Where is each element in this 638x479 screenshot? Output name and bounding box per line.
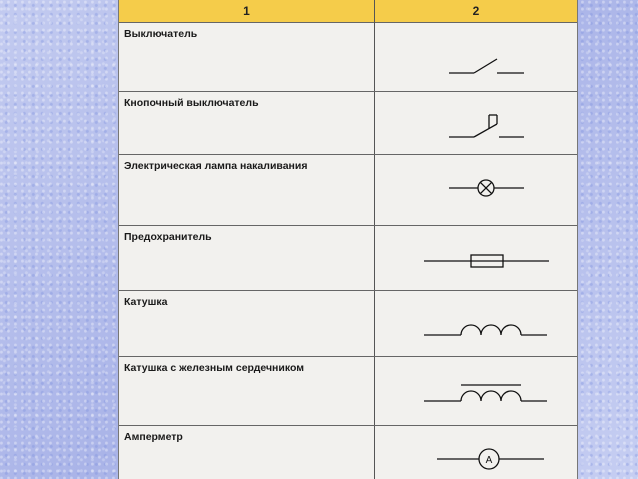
table-header: [119, 0, 577, 23]
push-button-switch-symbol-icon: [419, 112, 554, 142]
row-label: Кнопочный выключатель: [124, 97, 259, 109]
incandescent-lamp-symbol-icon: [419, 173, 554, 203]
table-row: [119, 92, 577, 155]
header-col-1: 1: [243, 4, 250, 18]
row-label: Катушка с железным сердечником: [124, 362, 304, 374]
table-row: [119, 155, 577, 226]
row-label: Амперметр: [124, 431, 183, 443]
table-row: [119, 357, 577, 426]
fuse-symbol-icon: [419, 246, 554, 276]
coil-symbol-icon: [419, 313, 554, 343]
ammeter-symbol-icon: [419, 444, 554, 474]
ammeter-letter: A: [485, 455, 493, 466]
row-label: Катушка: [124, 296, 168, 308]
row-label: Предохранитель: [124, 231, 212, 243]
header-col-2: 2: [472, 4, 480, 18]
iron-core-coil-symbol-icon: [419, 379, 554, 409]
row-label: Выключатель: [124, 28, 198, 40]
row-label: Электрическая лампа накаливания: [124, 160, 308, 172]
table-row: [119, 23, 577, 92]
table-row: [119, 291, 577, 357]
table-row: [119, 226, 577, 291]
table-sheet: [118, 0, 578, 479]
switch-symbol-icon: [419, 51, 554, 81]
table-row: [119, 426, 577, 479]
